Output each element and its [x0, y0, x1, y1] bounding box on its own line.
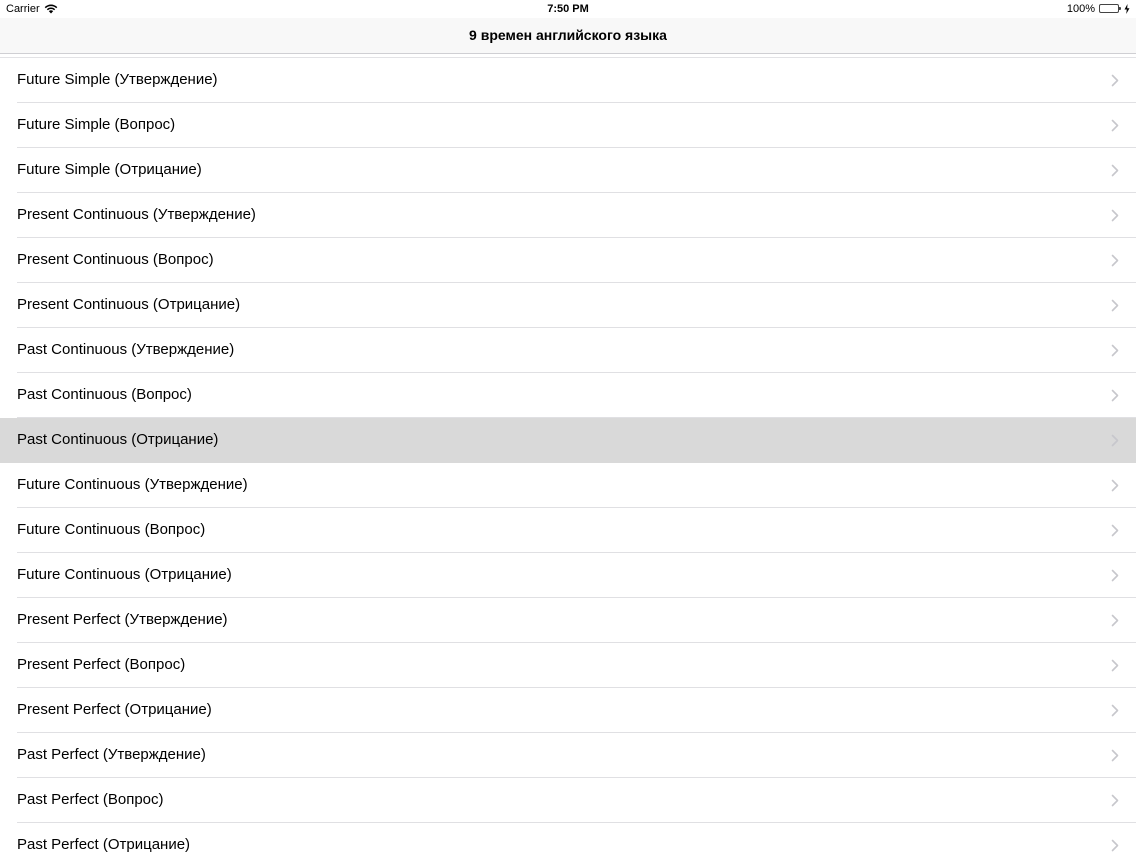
tense-list — [0, 58, 1136, 852]
list-item-label: Present Continuous (Утверждение) — [17, 206, 256, 223]
chevron-right-icon — [1111, 749, 1119, 762]
list-item-label: Past Perfect (Отрицание) — [17, 836, 191, 852]
chevron-right-icon — [1111, 704, 1119, 717]
list-item[interactable] — [0, 778, 1136, 823]
status-bar — [0, 0, 1136, 18]
navigation-bar — [0, 18, 1136, 54]
page-title: 9 времен английского языка — [469, 27, 667, 43]
chevron-right-icon — [1111, 74, 1119, 87]
list-item-label: Future Simple (Вопрос) — [17, 116, 176, 133]
list-item[interactable] — [0, 598, 1136, 643]
list-item[interactable] — [0, 328, 1136, 373]
list-item-label: Past Continuous (Вопрос) — [17, 386, 192, 403]
list-item[interactable] — [0, 373, 1136, 418]
list-item-label: Present Continuous (Вопрос) — [17, 251, 214, 268]
list-item[interactable] — [0, 553, 1136, 598]
list-item[interactable] — [0, 193, 1136, 238]
list-item[interactable] — [0, 58, 1136, 103]
list-item-label: Past Perfect (Утверждение) — [17, 746, 206, 763]
list-item[interactable] — [0, 283, 1136, 328]
list-item[interactable] — [0, 823, 1136, 852]
chevron-right-icon — [1111, 344, 1119, 357]
list-item-label: Present Continuous (Отрицание) — [17, 296, 241, 313]
list-item[interactable] — [0, 463, 1136, 508]
list-item-label: Present Perfect (Утверждение) — [17, 611, 228, 628]
status-time: 7:50 PM — [547, 3, 589, 15]
list-item[interactable] — [0, 103, 1136, 148]
battery-icon — [1099, 4, 1123, 14]
chevron-right-icon — [1111, 389, 1119, 402]
list-item-label: Past Continuous (Отрицание) — [17, 431, 219, 448]
list-item-label: Future Continuous (Вопрос) — [17, 521, 206, 538]
chevron-right-icon — [1111, 119, 1119, 132]
chevron-right-icon — [1111, 299, 1119, 312]
list-item-label: Future Simple (Утверждение) — [17, 71, 218, 88]
list-item[interactable] — [0, 148, 1136, 193]
chevron-right-icon — [1111, 659, 1119, 672]
list-item[interactable] — [0, 643, 1136, 688]
list-item-label: Past Continuous (Утверждение) — [17, 341, 235, 358]
chevron-right-icon — [1111, 524, 1119, 537]
chevron-right-icon — [1111, 569, 1119, 582]
chevron-right-icon — [1111, 434, 1119, 447]
list-item-label: Future Continuous (Отрицание) — [17, 566, 232, 583]
chevron-right-icon — [1111, 614, 1119, 627]
chevron-right-icon — [1111, 794, 1119, 807]
list-item[interactable] — [0, 733, 1136, 778]
list-item-label: Future Continuous (Утверждение) — [17, 476, 248, 493]
chevron-right-icon — [1111, 479, 1119, 492]
status-right — [1067, 3, 1130, 15]
chevron-right-icon — [1111, 839, 1119, 852]
chevron-right-icon — [1111, 164, 1119, 177]
battery-percent: 100% — [1066, 3, 1095, 15]
list-item-label: Future Simple (Отрицание) — [17, 161, 202, 178]
list-item-label: Present Perfect (Вопрос) — [17, 656, 186, 673]
chevron-right-icon — [1111, 209, 1119, 222]
list-item[interactable] — [0, 418, 1136, 463]
chevron-right-icon — [1111, 254, 1119, 267]
charging-icon — [1124, 4, 1130, 14]
list-item[interactable] — [0, 688, 1136, 733]
list-item-label: Past Perfect (Вопрос) — [17, 791, 164, 808]
list-item[interactable] — [0, 238, 1136, 283]
list-item-label: Present Perfect (Отрицание) — [17, 701, 212, 718]
carrier-label: Carrier — [6, 3, 40, 15]
list-item[interactable] — [0, 508, 1136, 553]
